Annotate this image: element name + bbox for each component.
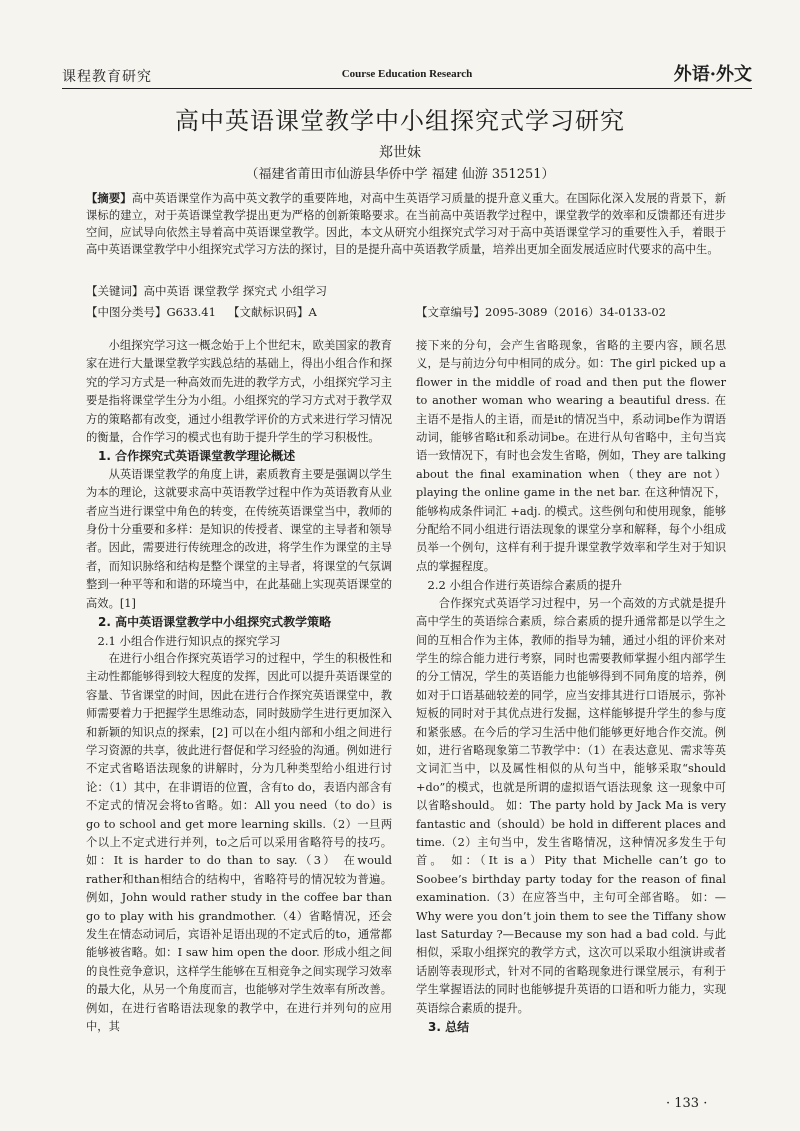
section-heading: 2. 高中英语课堂教学中小组探究式教学策略 bbox=[98, 615, 332, 630]
abstract-label: 【摘要】 bbox=[86, 191, 132, 205]
section-heading: 3. 总结 bbox=[428, 1020, 470, 1035]
article-title: 高中英语课堂教学中小组探究式学习研究 bbox=[175, 107, 625, 135]
keywords bbox=[86, 283, 726, 299]
paragraph: 在进行小组合作探究英语学习的过程中，学生的积极性和主动性都能够得到较大程度的发挥，因此可以提升英语课堂的容量、节省课堂的时间，因此在进行合作探究英语课堂中，教师需要着力于把握学生思维动态，同时鼓励学生进行更加深入和新颖的知识点的探索，[2] 可以在小组内部和小组之间进行学习资源的共享，彼此进行督促和学习经验的沟通。例如进行不定式省略语法现象的讲解时，分为几种类型给小组进行讨论：（1）其中，在非谓语的位置，含有to do，表语内部含有不定式的情况会将to省略。如：All you need（to do）is go to school and get more learning skills.（2）一旦两个以上不定式进行并列，to之后可以采用省略符号的技巧。如：It is harder to do than to say.（3） 在would rather和than相结合的结构中，省略符号的情况较为普遍。例如，John would rather study in the coffee bar than go to play with his grandmother.（4）省略情况，还会发生在情态动词后，宾语补足语出现的不定式后的to，通常都能够被省略。如：I saw him open the door. 形成小组之间的良性竞争意识，这样学生能够在互相竞争之间实现学习效率的最大化，从另一个角度而言，也能够对学生效率有所改善。例如，在进行省略语法现象的教学中，在进行并列句的应用中，其 bbox=[86, 651, 392, 1034]
header-divider bbox=[62, 88, 752, 89]
document-code: 【文献标识码】A bbox=[228, 305, 317, 319]
body-column-right bbox=[416, 337, 726, 1036]
keywords-label: 【关键词】 bbox=[86, 284, 144, 298]
running-header bbox=[62, 60, 752, 86]
paragraph: 从英语课堂教学的角度上讲，素质教育主要是强调以学生为本的理论，这就要求高中英语教学过程中作为英语教育从业者应当进行课堂中角色的转变，在传统英语课堂当中，教师的身份十分重要和多样：是知识的传授者、课堂的主导者和领导者。因此，需要进行传统理念的改进，将学生作为课堂的主导者，而知识脉络和结构是整个课堂的主导者，将课堂的气氛调整到一种平等和和谐的环境当中，在此基础上实现英语课堂的高效。[1] bbox=[86, 467, 392, 610]
classification-row bbox=[86, 304, 726, 322]
subsection-heading: 2.1 小组合作进行知识点的探究学习 bbox=[97, 633, 281, 648]
body-column-left bbox=[86, 337, 392, 1036]
abstract-text: 高中英语课堂作为高中英文教学的重要阵地，对高中生英语学习质量的提升意义重大。在国际化深入发展的背景下，新课标的建立，对于英语课堂教学提出更为严格的创新策略要求。在当前高中英语教学过程中，课堂教学的效率和反馈都还有进步空间，应试导向依然主导着高中英语课堂教学。因此，本文从研究小组探究式学习对于高中英语课堂学习的重要性入手，着眼于高中英语课堂教学中小组探究式学习方法的探讨，目的是提升高中英语教学质量，培养出更加全面发展适应时代要求的高中生。 bbox=[86, 192, 726, 256]
clc-number: 【中图分类号】G633.41 bbox=[86, 305, 216, 319]
journal-name-cn: 课程教育研究 bbox=[62, 69, 152, 85]
section-heading: 1. 合作探究式英语课堂教学理论概述 bbox=[98, 449, 296, 464]
section-label: 外语·外文 bbox=[673, 64, 752, 85]
paragraph: 合作探究式英语学习过程中，另一个高效的方式就是提升高中学生的英语综合素质，综合素质的提升通常都是以学生之间的互相合作为主体，教师的指导为辅，通过小组的评价来对学生的综合能力进行考察，同时也需要教师掌握小组内部学生的分工情况，学生的英语能力也能够得到不同角度的培养，例如对于口语基础较差的同学，应当安排其进行口语展示，弥补短板的同时对于其优点进行发掘，这样能够提升学生的参与度和紧张感。在今后的学习生活中他们能够更好地合作交流。例如，进行省略现象第二节教学中：（1）在表达意见、需求等英文词汇当中，以及属性相似的从句当中，能够采取“should +do”的模式，也就是所谓的虚拟语气语法现象 这一现象中可以省略should。 如：The party hold by Jack Ma is very fantastic and（should）be hold in different places and time.（2）主句当中，发生省略情况，这种情况多发生于句首。 如：（It is a）Pity that Michelle can’t go to Soobee’s birthday party today for the reason of final examination.（3）在应答当中，主句可全部省略。 如：—Why were you don’t join them to see the Tiffany show last Saturday ?—Because my son had a bad cold. 与此相似，采取小组探究的教学方式，这次可以采取小组演讲或者话剧等表现形式，针对不同的省略现象进行课堂展示，有利于学生掌握语法的同时也能够提升英语的口语和听力能力，实现英语综合素质的提升。 bbox=[416, 596, 726, 1015]
paragraph: 接下来的分句，会产生省略现象，省略的主要内容，顾名思义，是与前边分句中相同的成分。如：The girl picked up a flower in the middle of road and then put the flower to another woman who wearing a beautiful dress. 在主语不是指人的主语，而是it的情况当中，系动词be作为谓语动词，能够省略it和系动词be。在进行从句省略中，主句当宾语一致情况下，有时也会发生省略，例如，They are talking about the final examination when（they are not）playing the online game in the net bar. 在这种情况下，能够构成条件词汇 +adj. 的模式。这些例句和使用现象，能够分配给不同小组进行语法现象的课堂分享和解释，每个小组成员举一个例句，这样有利于提升课堂教学效率和学生对于知识点的掌握程度。 bbox=[416, 339, 726, 573]
author-name: 郑世妹 bbox=[379, 145, 421, 161]
paragraph: 小组探究学习这一概念始于上个世纪末，欧美国家的教育家在进行大量课堂教学实践总结的基础上，得出小组合作和探究的学习方式是一种高效而先进的教学方式，小组探究学习主要是指将课堂学生分为小组。小组探究的学习方式对于教学双方的策略都有改变，通过小组教学评价的方式来进行学习情况的衡量，合作学习的模式也有助于提升学生的学习积极性。 bbox=[86, 339, 392, 445]
author-affiliation: （福建省莆田市仙游县华侨中学 福建 仙游 351251） bbox=[245, 167, 555, 182]
article-number: 【文章编号】2095-3089（2016）34-0133-02 bbox=[416, 305, 666, 319]
subsection-heading: 2.2 小组合作进行英语综合素质的提升 bbox=[427, 578, 622, 593]
keywords-text: 高中英语 课堂教学 探究式 小组学习 bbox=[143, 284, 327, 298]
page-number: · 133 · bbox=[666, 1096, 708, 1111]
abstract bbox=[86, 190, 726, 258]
journal-name-en: Course Education Research bbox=[341, 68, 473, 80]
